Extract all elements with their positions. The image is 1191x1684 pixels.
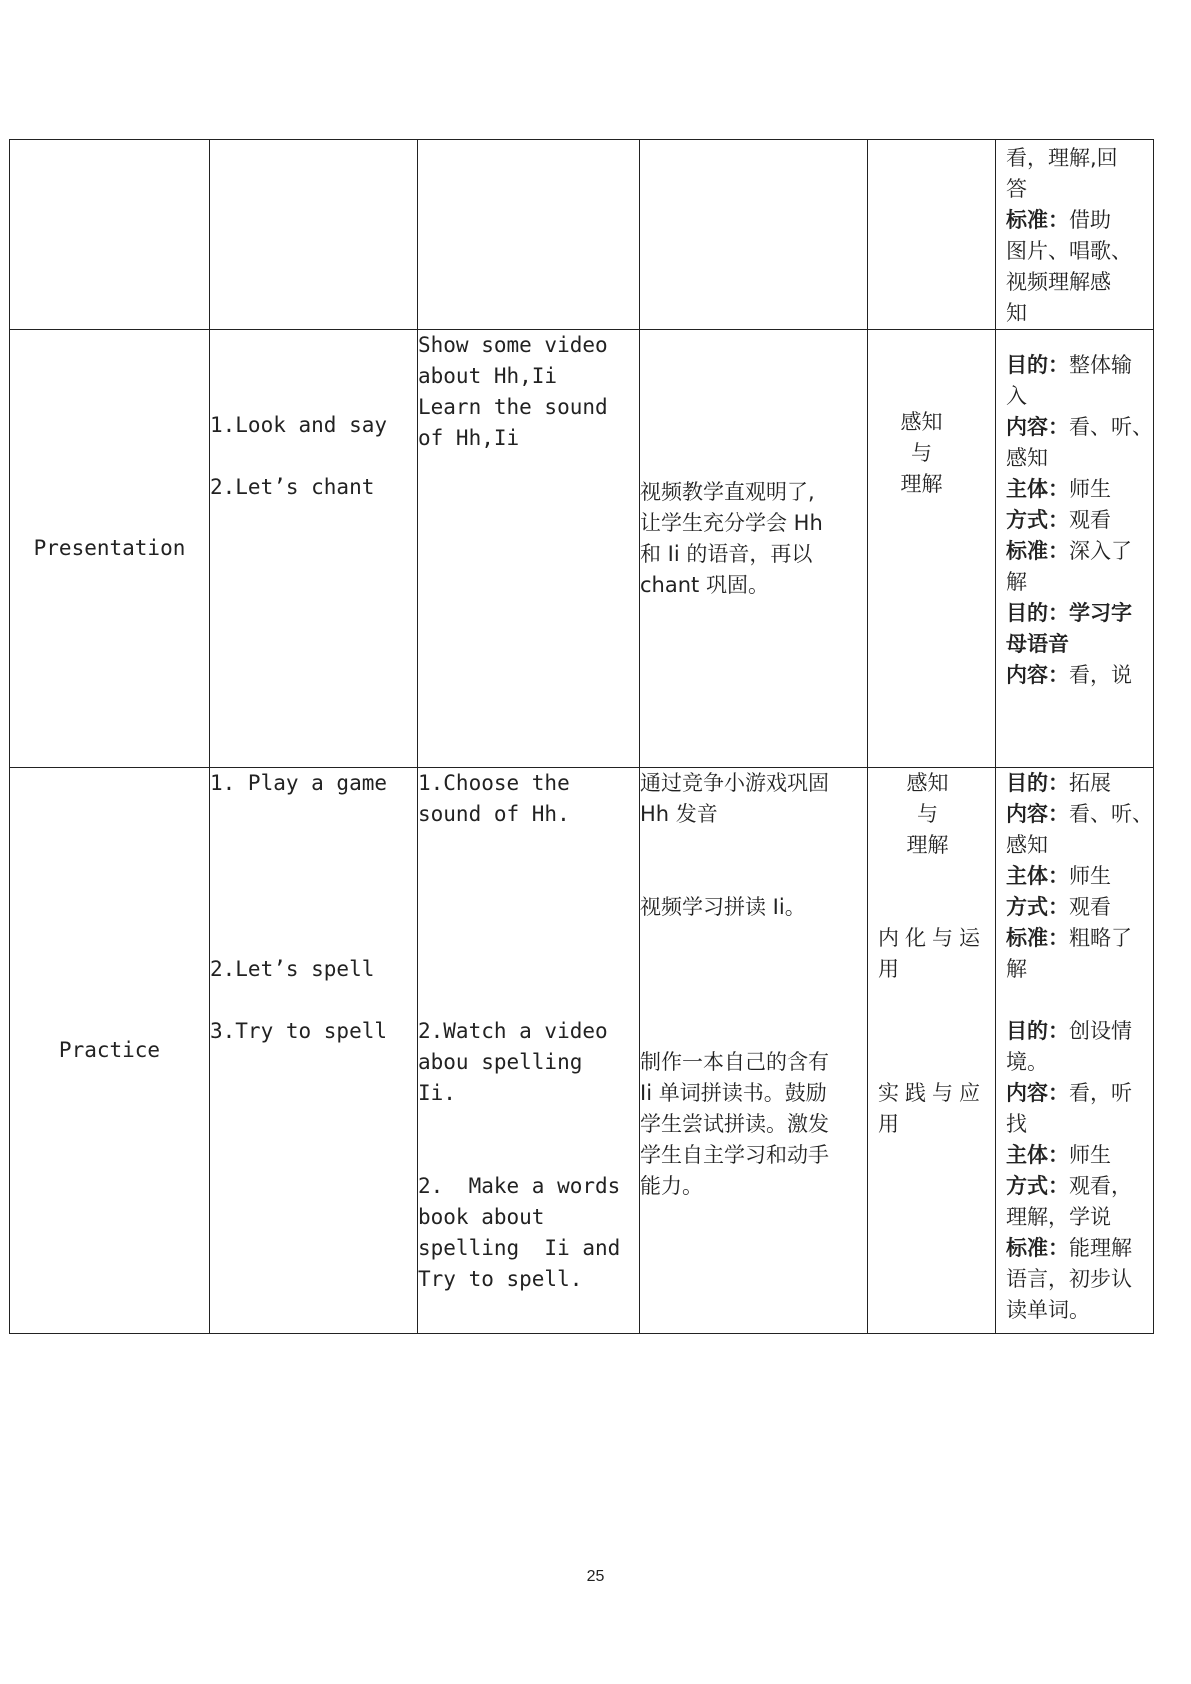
teacher-text: book about <box>418 1205 545 1229</box>
stage-label: Practice <box>58 1038 161 1062</box>
purpose-text: 通过竞争小游戏巩固 <box>640 771 829 795</box>
eval-label: 目的： <box>1006 601 1069 625</box>
eval-label: 方式： <box>1006 1174 1069 1198</box>
teacher-text: 2.Watch a video <box>418 1019 608 1043</box>
activity-item: 2.Let’s spell <box>210 957 375 981</box>
purpose-text: 视频学习拼读 Ii。 <box>640 895 806 919</box>
eval-label: 标准： <box>1006 926 1069 950</box>
activity-item: 1.Look and say <box>210 413 388 437</box>
activity-cell <box>210 140 418 330</box>
ability-text: 用 <box>878 1112 899 1136</box>
page-number: 25 <box>586 1568 605 1585</box>
purpose-text: 学生尝试拼读。激发 <box>640 1112 829 1136</box>
ability-cell <box>868 330 996 768</box>
stage-cell <box>10 330 210 768</box>
eval-label: 主体： <box>1006 864 1069 888</box>
ability-text: 感知 <box>906 771 949 795</box>
teacher-text: Learn the sound <box>418 395 608 419</box>
eval-label: 内容： <box>1006 802 1069 826</box>
eval-label: 标准： <box>1006 1236 1069 1260</box>
activity-item: 2.Let’s chant <box>210 475 375 499</box>
eval-label: 方式： <box>1006 895 1069 919</box>
activity-cell <box>210 330 418 768</box>
purpose-text: Hh 发音 <box>640 802 718 826</box>
purpose-cell <box>640 140 868 330</box>
stage-label: Presentation <box>33 536 186 560</box>
purpose-cell <box>640 768 868 1334</box>
eval-label: 内容： <box>1006 663 1069 687</box>
ability-text: 与 <box>917 802 938 826</box>
purpose-cell <box>640 330 868 768</box>
activity-item: 1. Play a game <box>210 771 388 795</box>
ability-cell <box>868 140 996 330</box>
teacher-text: 2. Make a words <box>418 1174 621 1198</box>
teacher-text: of Hh,Ii <box>418 426 520 450</box>
teacher-text: spelling Ii and <box>418 1236 621 1260</box>
eval-label: 目的： <box>1006 353 1069 377</box>
evaluation-cell <box>996 140 1154 330</box>
eval-label: 标准： <box>1006 208 1069 232</box>
purpose-text: 能力。 <box>640 1174 703 1198</box>
ability-text: 实践与应 <box>878 1081 986 1105</box>
table-row <box>10 330 1154 768</box>
purpose-text: 学生自主学习和动手 <box>640 1143 829 1167</box>
stage-cell <box>10 140 210 330</box>
teacher-cell <box>418 768 640 1334</box>
table-row <box>10 768 1154 1334</box>
stage-cell <box>10 768 210 1334</box>
teacher-text: sound of Hh. <box>418 802 570 826</box>
eval-label: 目的： <box>1006 1019 1069 1043</box>
teacher-cell <box>418 330 640 768</box>
teacher-text: abou spelling <box>418 1050 583 1074</box>
activity-cell <box>210 768 418 1334</box>
activity-item: 3.Try to spell <box>210 1019 388 1043</box>
teacher-text: 1.Choose the <box>418 771 570 795</box>
ability-cell <box>868 768 996 1334</box>
purpose-text: chant 巩固。 <box>640 573 769 597</box>
eval-text: 答 <box>1006 177 1027 201</box>
eval-label: 主体： <box>1006 477 1069 501</box>
ability-text: 理解 <box>900 472 943 496</box>
evaluation-cell: 目的：整体输 入 内容：看、听、 感知 主体：师生 方式：观看 标准：深入了 解 目的：学习字 母语音 内容：看，说 <box>996 330 1154 768</box>
purpose-text: 和 Ii 的语音，再以 <box>640 542 813 566</box>
evaluation-cell: 目的：拓展 内容：看、听、 感知 主体：师生 方式：观看 标准：粗略了 解 目的：创设情 境。 内容：看，听 找 主体：师生 方式：观看， 理解，学说 标准：能理解 语言，初步认 读单词。 <box>996 768 1154 1334</box>
ability-text: 用 <box>878 957 899 981</box>
purpose-text: 制作一本自己的含有 <box>640 1050 829 1074</box>
ability-text: 感知 <box>900 410 943 434</box>
ability-text: 理解 <box>906 833 949 857</box>
ability-text: 与 <box>911 441 932 465</box>
lesson-plan-table <box>9 139 1154 1334</box>
eval-text: 知 <box>1006 301 1027 325</box>
eval-text: 视频理解感 <box>1006 270 1111 294</box>
eval-label: 主体： <box>1006 1143 1069 1167</box>
eval-label: 内容： <box>1006 415 1069 439</box>
eval-text: 看，理解,回 <box>1006 146 1118 170</box>
teacher-text: Show some video <box>418 333 608 357</box>
teacher-text: Try to spell. <box>418 1267 583 1291</box>
purpose-text: 让学生充分学会 Hh <box>640 511 823 535</box>
eval-label: 标准： <box>1006 539 1069 563</box>
ability-text: 内化与运 <box>878 926 986 950</box>
eval-label: 内容： <box>1006 1081 1069 1105</box>
eval-label: 方式： <box>1006 508 1069 532</box>
teacher-cell <box>418 140 640 330</box>
teacher-text: Ii. <box>418 1081 456 1105</box>
table-row <box>10 140 1154 330</box>
purpose-text: Ii 单词拼读书。鼓励 <box>640 1081 827 1105</box>
eval-label: 目的： <box>1006 771 1069 795</box>
eval-text: 图片、唱歌、 <box>1006 239 1132 263</box>
eval-text: 借助 <box>1069 208 1111 232</box>
purpose-text: 视频教学直观明了, <box>640 480 815 504</box>
teacher-text: about Hh,Ii <box>418 364 558 388</box>
